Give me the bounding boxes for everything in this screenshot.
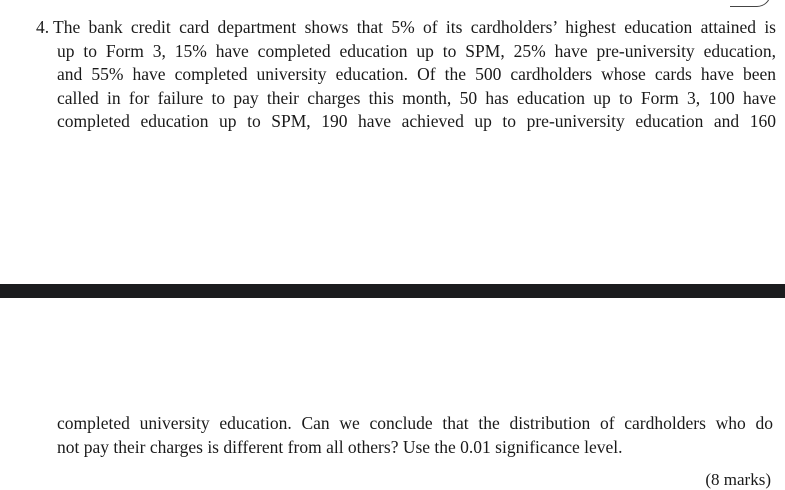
question-line-3: and 55% have completed university education. Of the 500 cardholders whose cards have been [57,64,776,84]
question-line-5: completed education up to SPM, 190 have achieved up to pre-university education and 160 [57,111,776,131]
question-text-block [36,16,776,134]
question-continuation-block [57,412,773,459]
question-line-7: not pay their charges is different from all others? Use the 0.01 significance level. [57,436,623,457]
page-bottom-section [0,298,785,489]
previous-marks-bracket [730,0,771,7]
question-line-2: up to Form 3, 15% have completed education up to SPM, 25% have pre-university education, [57,40,776,61]
question-line-1: The bank credit card department shows that 5% of its cardholders’ highest education attained is [53,17,776,37]
question-line-4: called in for failure to pay their charges this month, 50 has education up to Form 3, 100 have [57,87,776,108]
page-break-bar [0,284,785,298]
marks-label: (8 marks) [705,470,771,489]
question-line-6: completed university education. Can we conclude that the distribution of cardholders who do [57,413,773,433]
question-number: 4. [36,17,50,37]
